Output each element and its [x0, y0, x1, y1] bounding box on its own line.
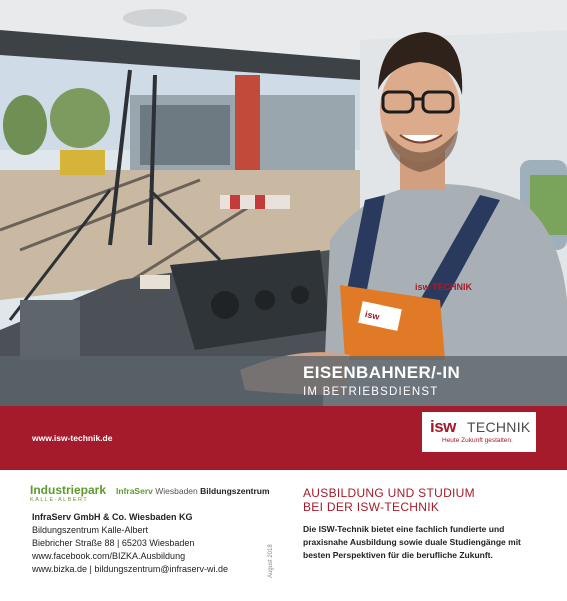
logo-isw-text: isw — [430, 417, 456, 436]
address-line: Bildungszentrum Kalle-Albert — [32, 525, 149, 535]
shirt-print: isw TECHNIK — [415, 282, 473, 292]
badge-text: isw — [364, 308, 381, 322]
web-email-link[interactable]: www.bizka.de | bildungszentrum@infraserv-wi.de — [32, 564, 229, 574]
infraserv-text: InfraServ — [116, 486, 153, 496]
infraserv-logo — [116, 486, 270, 496]
industriepark-logo: Industriepark — [30, 483, 107, 497]
description-line: Die ISW-Technik bietet eine fachlich fundierte und — [303, 524, 505, 534]
description-line: praxisnahe Ausbildung sowie duale Studiengänge mit — [303, 537, 521, 547]
logo-technik-text: TECHNIK — [467, 419, 531, 435]
address-line: Biebricher Straße 88 | 65203 Wiesbaden — [32, 538, 195, 548]
page-title: EISENBAHNER/-IN — [303, 363, 461, 382]
website-link[interactable]: www.isw-technik.de — [32, 433, 113, 443]
section-heading-line-2: BEI DER ISW-TECHNIK — [303, 500, 440, 514]
isw-technik-logo — [422, 412, 536, 452]
bildungszentrum-text: Bildungszentrum — [200, 486, 270, 496]
description-line: besten Perspektiven für die berufliche Zukunft. — [303, 550, 493, 560]
industriepark-sub: KALLE-ALBERT — [30, 497, 89, 503]
facebook-link[interactable]: www.facebook.com/BIZKA.Ausbildung — [32, 551, 186, 561]
print-date: August 2018 — [268, 544, 274, 578]
wiesbaden-text: Wiesbaden — [155, 486, 198, 496]
logo-tagline: Heute Zukunft gestalten. — [442, 437, 513, 444]
section-heading-line-1: AUSBILDUNG UND STUDIUM — [303, 486, 475, 500]
page-subtitle: IM BETRIEBSDIENST — [303, 386, 439, 398]
company-name: InfraServ GmbH & Co. Wiesbaden KG — [32, 512, 193, 522]
title-band — [0, 356, 567, 406]
